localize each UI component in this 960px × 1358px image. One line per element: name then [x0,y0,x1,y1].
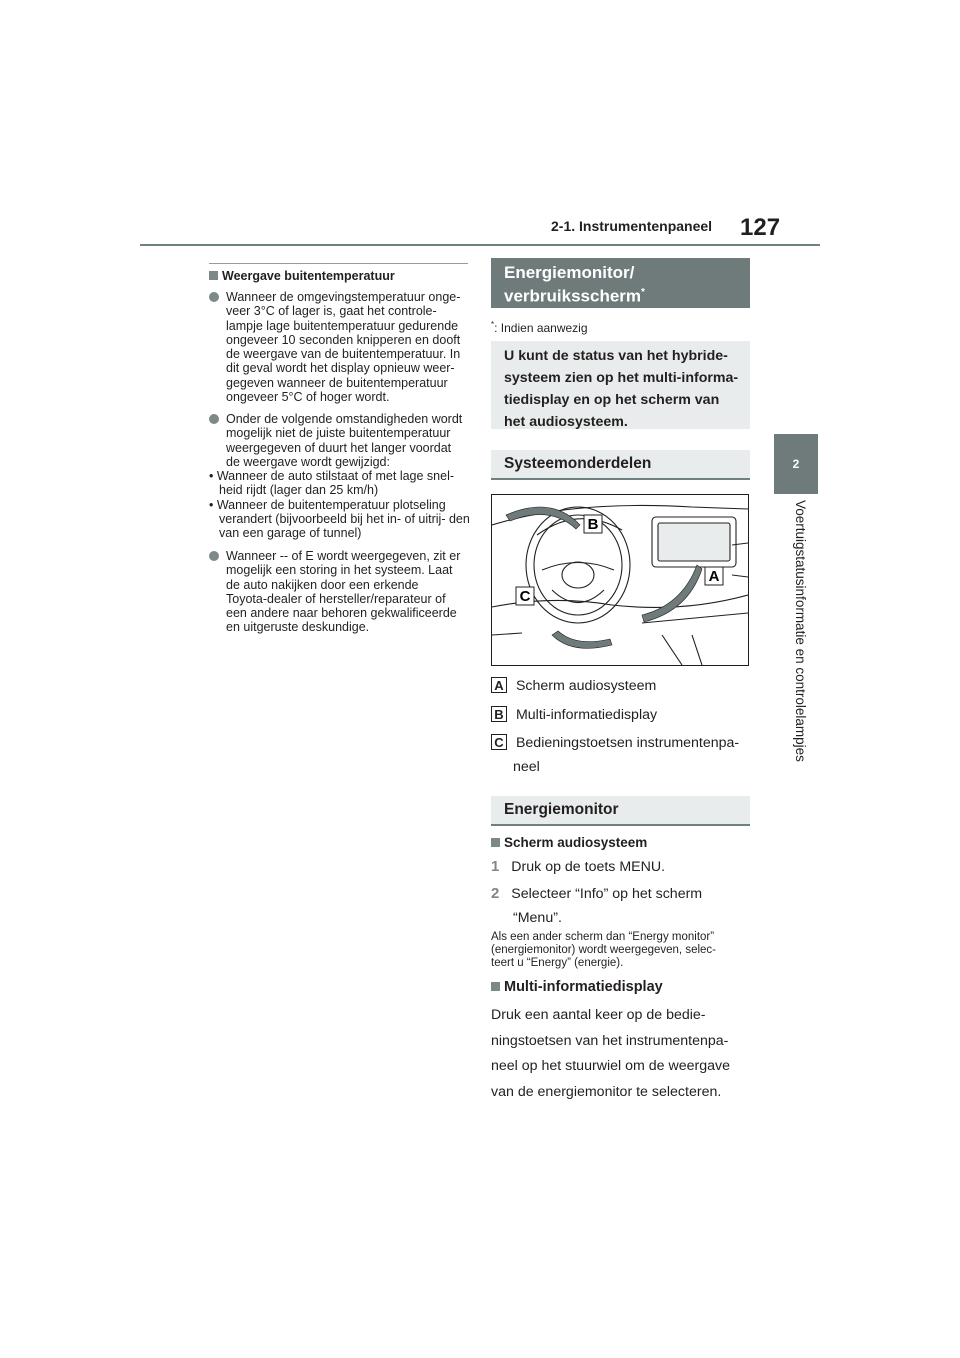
text-line: ongeveer 5°C of hoger wordt. [226,390,390,405]
step-2 [491,882,702,930]
section-title-line: verbruiksscherm [504,286,642,306]
text-line: dit geval wordt het display opnieuw weer- [226,361,455,376]
legend-text: Scherm audiosysteem [515,678,657,694]
legend-label: B [491,706,507,722]
final-paragraph [491,1003,756,1105]
header-rule [140,244,820,246]
text-line: de weergave wordt gewijzigd: [226,454,390,469]
legend-text-cont: neel [513,759,540,775]
footnote-marker: * [641,287,645,298]
text-line: ongeveer 10 seconden knipperen en dooft [226,332,461,347]
dashboard-drawing [492,495,748,665]
square-bullet-icon [209,271,218,280]
square-bullet-icon [491,982,500,991]
chapter-tab [774,434,818,494]
legend-text: Bedieningstoetsen instrumentenpa- [515,735,740,751]
legend-label: C [491,734,507,750]
circle-bullet-icon [209,292,219,302]
step-text: Selecteer “Info” op het scherm [511,886,703,902]
step-text-cont: “Menu”. [513,910,562,926]
paragraph-line: Druk een aantal keer op de bedie- [491,1007,706,1023]
legend-label: A [491,677,507,693]
section-title-energy-monitor [491,258,750,308]
figure-label-b: B [587,516,599,533]
dashboard-illustration [491,494,749,666]
subheading-text: Weergave buitentemperatuur [222,269,395,283]
intro-line: tiedisplay en op het scherm van [504,392,720,408]
text-line: Wanneer de omgevingstemperatuur onge- [226,290,461,304]
figure-label-c: C [519,588,531,605]
text-line: veer 3°C of lager is, gaat het controle- [226,304,437,319]
text-line: de weergave van de buitentemperatuur. In [226,347,461,362]
subheading-text: Scherm audiosysteem [504,835,648,850]
footnote-text: : Indien aanwezig [494,321,588,335]
heading-system-components: Systeemonderdelen [491,450,750,480]
note-line: (energiemonitor) wordt weergegeven, selec- [491,944,716,956]
subheading-multi-info-display [491,979,663,995]
footnote [491,320,588,335]
intro-box [491,341,750,429]
legend-text: Multi-informatiedisplay [515,707,658,723]
text-line: Wanneer -- of E wordt weergegeven, zit er [226,549,461,563]
step-number: 1 [491,858,500,875]
square-bullet-icon [491,838,500,847]
text-line: weergegeven of duurt het langer voordat [226,440,452,455]
circle-bullet-icon [209,414,219,424]
chapter-title-vertical: Voertuigstatusinformatie en controlelampjes [793,500,808,762]
subheading-text: Multi-informatiedisplay [504,979,663,995]
step-text: Druk op de toets MENU. [511,859,666,875]
intro-line: systeem zien op het multi-informa- [504,370,739,386]
chapter-number: 2 [792,457,800,471]
section-title-line: Energiemonitor/ [504,263,635,282]
sub-list-item: • Wanneer de auto stilstaat of met lage snel- heid rijdt (lager dan 25 km/h) [209,469,455,498]
legend-item-a [491,674,656,698]
text-line: mogelijk niet de juiste buitentemperatuur [226,426,451,441]
legend-item-b [491,703,657,727]
paragraph-line: van de energiemonitor te selecteren. [491,1083,722,1100]
sub-list-item: • Wanneer de buitentemperatuur plotseling verandert (bijvoorbeeld bij het in- of uitrij- den van een garage of tunnel) [209,497,470,541]
note-line: teert u “Energy” (energie). [491,957,624,969]
legend-item-c [491,731,739,779]
heading-energy-monitor: Energiemonitor [491,796,750,826]
note-line: Als een ander scherm dan “Energy monitor” [491,931,715,943]
footnote-mark: * [491,320,495,329]
text-line: Toyota-dealer of hersteller/reparateur of [226,591,446,606]
step-number: 2 [491,885,500,902]
paragraph-line: neel op het stuurwiel om de weergave [491,1058,730,1074]
text-line: en uitgeruste deskundige. [226,620,370,635]
running-header-section: 2-1. Instrumentenpaneel [551,218,713,234]
text-line: mogelijk een storing in het systeem. Laat [226,563,453,578]
page-number: 127 [740,214,781,241]
text-line: een andere naar behoren gekwalificeerde [226,606,457,621]
text-line: Onder de volgende omstandigheden wordt [226,412,463,426]
text-line: de auto nakijken door een erkende [226,577,419,592]
intro-line: het audiosysteem. [504,414,628,430]
subheading-audio-screen [491,835,647,850]
text-line: lampje lage buitentemperatuur gedurende [226,318,459,333]
figure-label-a: A [708,568,720,585]
circle-bullet-icon [209,551,219,561]
note-text [491,931,753,970]
left-column-rule [209,263,468,264]
step-1 [491,855,665,879]
bullet-paragraph-2 [209,412,471,541]
subheading-outside-temp [209,268,395,284]
bullet-paragraph-3 [209,549,471,635]
intro-line: U kunt de status van het hybride- [504,348,728,364]
paragraph-line: ningstoetsen van het instrumentenpa- [491,1032,729,1049]
text-line: gegeven wanneer de buitentemperatuur [226,375,448,390]
bullet-paragraph-1 [209,290,471,404]
